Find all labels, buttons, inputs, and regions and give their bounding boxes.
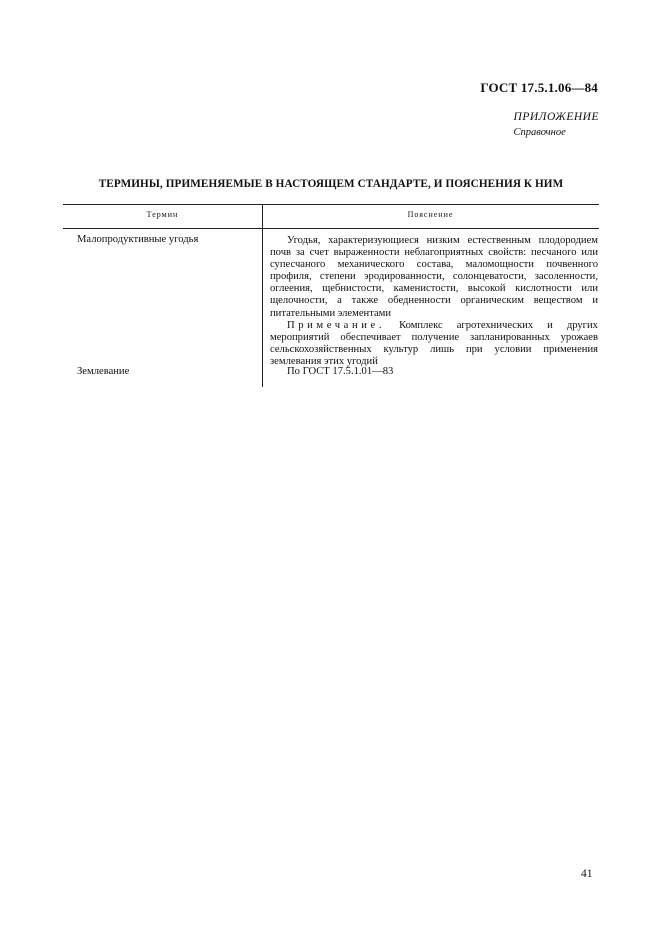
explanation-cell (270, 235, 598, 368)
table-header-rule (63, 228, 599, 229)
table-column-divider (262, 204, 263, 387)
note (270, 320, 598, 368)
appendix-block (514, 110, 599, 140)
explanation-text: По ГОСТ 17.5.1.01—83 (287, 366, 394, 377)
note-label: Примечание. (287, 319, 386, 331)
page-number: 41 (581, 868, 593, 880)
explanation-cell (270, 366, 598, 378)
appendix-label: ПРИЛОЖЕНИЕ (513, 111, 599, 123)
column-header-term: Термин (146, 210, 179, 219)
term-cell: Малопродуктивные угодья (77, 234, 199, 245)
page-title: ТЕРМИНЫ, ПРИМЕНЯЕМЫЕ В НАСТОЯЩЕМ СТАНДАРТЕ, И ПОЯСНЕНИЯ К НИМ (98, 178, 564, 190)
explanation-text: Угодья, характеризующиеся низким естественным плодородием почв за счет выраженности неблагоприятных свойств: песчаного или супесчаного механического состава, маломощности почвенного профиля, степени эродированности, солонцеватости, засоленности, оглеения, щебнистости, каменистости, высокой кислотности или щелочности, а также обедненности органическим веществом и питательными элементами (270, 235, 598, 319)
term-cell: Землевание (77, 366, 130, 377)
document-code: ГОСТ 17.5.1.06—84 (480, 80, 598, 95)
note-text: Комплекс агротехнических и других мероприятий обеспечивает получение запланированных урожаев сельскохозяйственных культур лишь при условии применения землевания этих угодий (270, 319, 598, 367)
column-header-explanation: Пояснение (407, 210, 454, 219)
appendix-type: Справочное (513, 127, 566, 138)
table-top-rule (63, 204, 599, 205)
